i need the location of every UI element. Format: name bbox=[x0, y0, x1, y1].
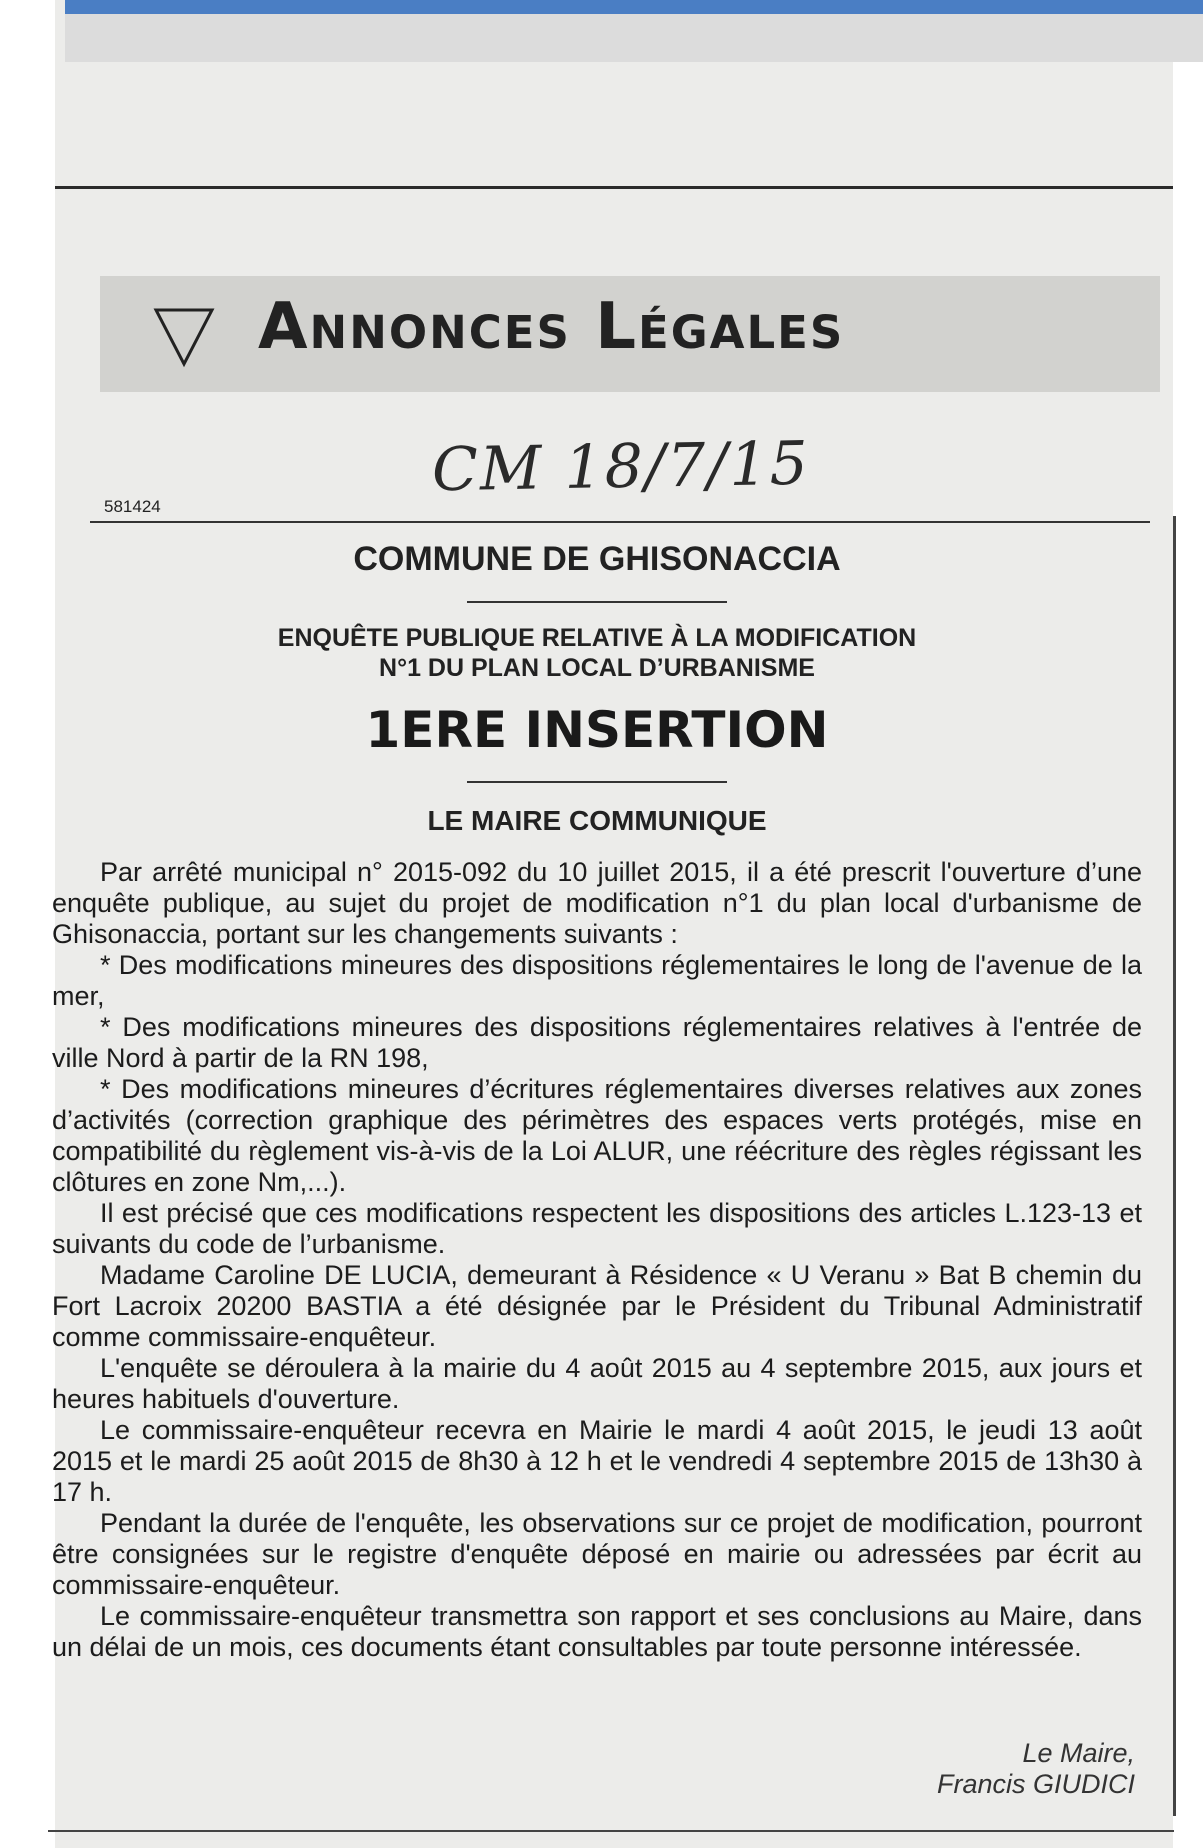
insertion-divider bbox=[467, 781, 727, 783]
subject-line: N°1 DU PLAN LOCAL D’URBANISME bbox=[379, 654, 815, 682]
body-paragraph: Pendant la durée de l'enquête, les observations sur ce projet de modification, pourront être consignées sur le registre d'enquête déposé en mairie ou adressées par écrit au commissaire-enquêteur. bbox=[52, 1508, 1142, 1600]
body-paragraph: * Des modifications mineures d’écritures réglementaires diverses relatives aux zones d’activités (correction graphique des périmètres des espaces verts protégés, mise en compatibilité du règlement vis-à-vis de la Loi ALUR, une réécriture des règles régissant les clôtures en zone Nm,...). bbox=[52, 1074, 1142, 1197]
subject-line: ENQUÊTE PUBLIQUE RELATIVE À LA MODIFICATION bbox=[277, 624, 917, 652]
body-paragraph: Le commissaire-enquêteur transmettra son rapport et ses conclusions au Maire, dans un délai de un mois, ces documents étant consultables par toute personne intéressée. bbox=[52, 1601, 1142, 1662]
top-color-band bbox=[65, 0, 1203, 62]
insertion-label: 1ERE INSERTION bbox=[365, 701, 829, 759]
commune-title: COMMUNE DE GHISONACCIA bbox=[353, 540, 841, 578]
reference-number: 581424 bbox=[104, 497, 161, 516]
down-triangle-icon bbox=[152, 304, 216, 368]
bottom-divider bbox=[48, 1830, 1174, 1832]
body-paragraph: Madame Caroline DE LUCIA, demeurant à Résidence « U Veranu » Bat B chemin du Fort Lacroix 20200 BASTIA a été désignée par le Président du Tribunal Administratif comme commissaire-enquêteur. bbox=[52, 1260, 1142, 1352]
top-divider bbox=[55, 186, 1173, 189]
notice-body bbox=[52, 857, 1142, 1663]
column-rule bbox=[1173, 516, 1176, 1816]
legal-notice bbox=[52, 530, 1142, 1663]
section-title: Annonces Légales bbox=[258, 290, 845, 364]
handwritten-annotation: CM 18/7/15 bbox=[431, 428, 811, 506]
body-paragraph: Il est précisé que ces modifications respectent les dispositions des articles L.123-13 et suivants du code de l’urbanisme. bbox=[52, 1198, 1142, 1259]
body-paragraph: * Des modifications mineures des dispositions réglementaires le long de l'avenue de la mer, bbox=[52, 950, 1142, 1011]
notice-subject bbox=[52, 623, 1142, 683]
mayor-heading: LE MAIRE COMMUNIQUE bbox=[427, 805, 767, 836]
body-paragraph: * Des modifications mineures des dispositions réglementaires relatives à l'entrée de ville Nord à partir de la RN 198, bbox=[52, 1012, 1142, 1073]
reference-divider bbox=[90, 521, 1150, 523]
signature-name: Francis GIUDICI bbox=[936, 1769, 1135, 1799]
signature-title: Le Maire, bbox=[1022, 1738, 1135, 1768]
signature-block bbox=[937, 1738, 1135, 1800]
body-paragraph: Par arrêté municipal n° 2015-092 du 10 juillet 2015, il a été prescrit l'ouverture d’une enquête publique, au sujet du projet de modification n°1 du plan local d'urbanisme de Ghisonaccia, portant sur les changements suivants : bbox=[52, 857, 1142, 949]
body-paragraph: L'enquête se déroulera à la mairie du 4 août 2015 au 4 septembre 2015, aux jours et heures habituels d'ouverture. bbox=[52, 1353, 1142, 1414]
body-paragraph: Le commissaire-enquêteur recevra en Mairie le mardi 4 août 2015, le jeudi 13 août 2015 et le mardi 25 août 2015 de 8h30 à 12 h et le vendredi 4 septembre 2015 de 13h30 à 17 h. bbox=[52, 1415, 1142, 1507]
title-divider bbox=[467, 601, 727, 603]
